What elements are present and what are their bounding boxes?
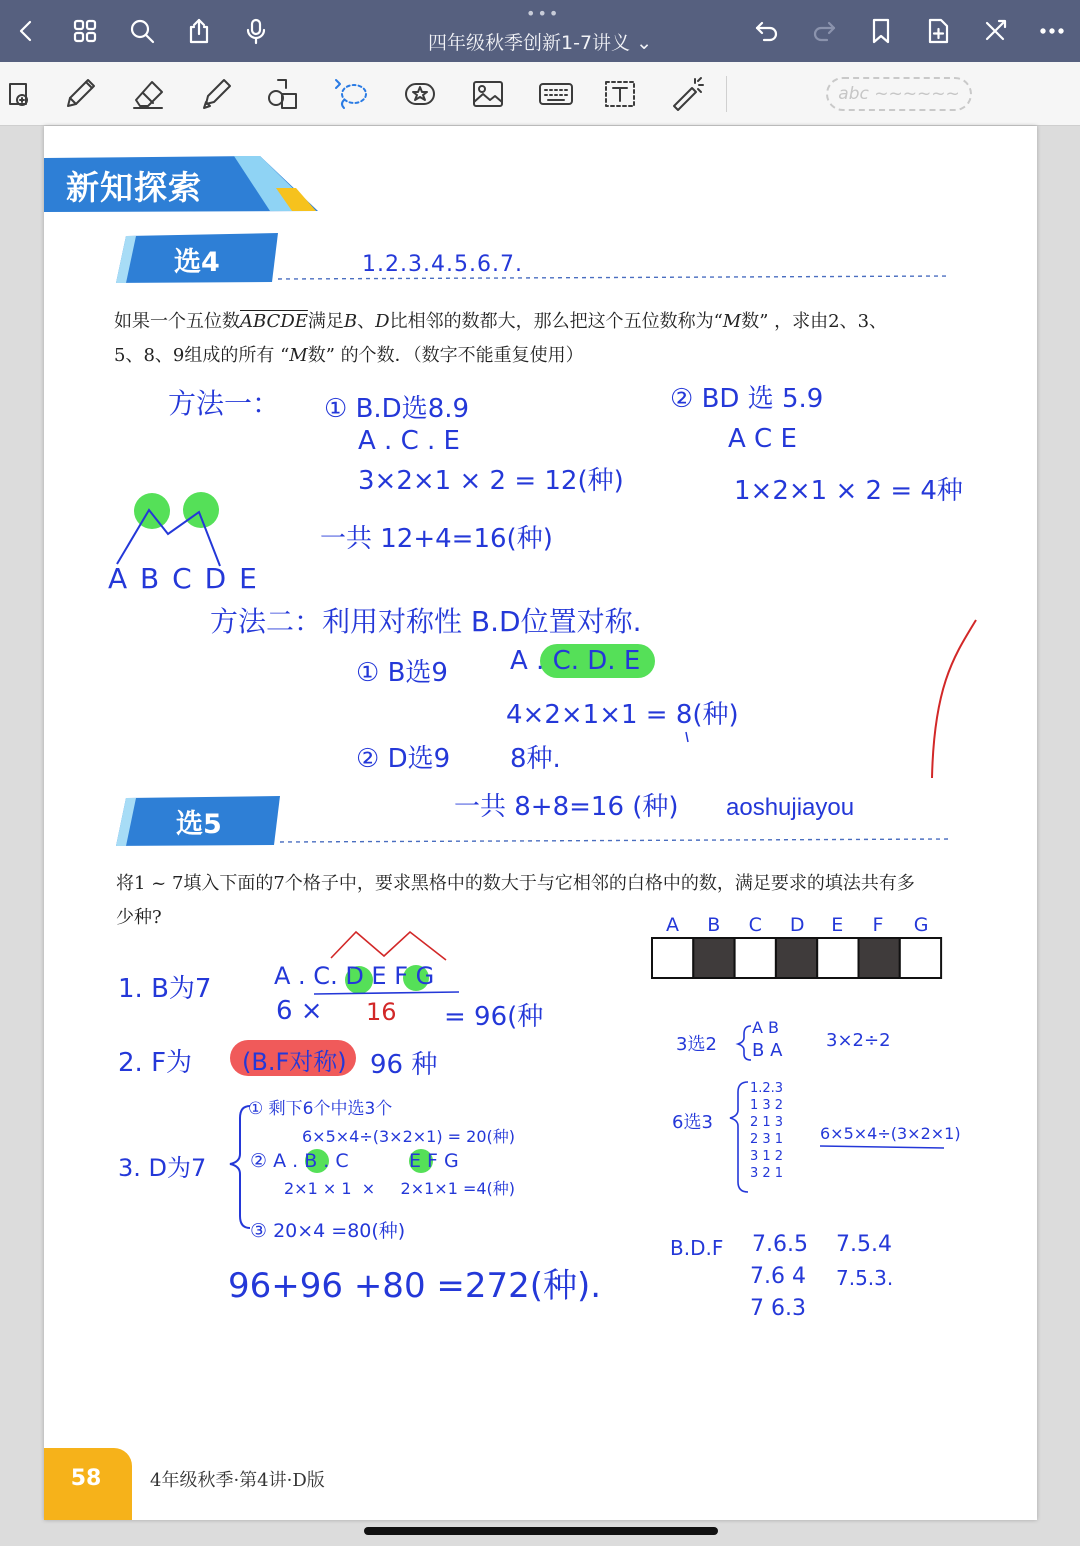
hw-s2-result: 96 种: [370, 1050, 438, 1080]
grid-label-d: D: [789, 914, 805, 936]
hw-r-seq-5: 7 6.3: [750, 1296, 806, 1321]
hw-r-choose2: 3选2: [676, 1034, 717, 1055]
hw-s2-label: 2. F为: [118, 1048, 193, 1078]
hw-total2: 一共 8+8=16 (种): [454, 792, 679, 822]
top-app-bar: [0, 0, 1080, 62]
grid-cell-e: [817, 938, 858, 978]
search-icon[interactable]: [124, 12, 160, 50]
tick-mark: [686, 732, 688, 742]
eraser-icon[interactable]: [126, 72, 170, 116]
hw-abcde: A B C D E: [108, 562, 259, 595]
underline-r-calc2: [820, 1146, 944, 1148]
hw-b9-calc: 4×2×1×1 = 8(种): [506, 700, 739, 730]
hw-r-permutation-list: [750, 1080, 783, 1182]
hw-r-seq-1: 7.6.5: [752, 1232, 808, 1257]
grid-cell-d: [776, 938, 817, 978]
document-page[interactable]: [44, 126, 1037, 1520]
red-peaks: [331, 932, 446, 960]
grid-cell-f: [859, 938, 900, 978]
grid-cell-c: [735, 938, 776, 978]
hw-r-seq-3: 7.6 4: [750, 1264, 806, 1289]
hw-r-seq-2: 7.5.4: [836, 1232, 892, 1257]
q4-text: 、: [357, 311, 376, 332]
underline-step1: [314, 992, 459, 994]
hw-method2: 方法二：利用对称性 B.D位置对称.: [210, 605, 642, 638]
hw-r-ab: A B: [752, 1018, 780, 1037]
text-box-icon[interactable]: [598, 72, 642, 116]
sticker-icon[interactable]: [398, 72, 442, 116]
hw-s3-ii-calc: 2×1 × 1 × 2×1×1 =4(种): [284, 1179, 516, 1198]
q4-var-d: D: [375, 311, 390, 332]
q4-header-note: [362, 252, 523, 277]
hw-s1-label: 1. B为7: [118, 974, 212, 1004]
footer-label: 4年级秋季·第4讲·D版: [150, 1470, 325, 1491]
shapes-icon[interactable]: [262, 72, 306, 116]
grid-label-c: C: [748, 914, 762, 936]
hw-case1-title: ① B.D选8.9: [324, 394, 470, 424]
home-indicator[interactable]: [364, 1527, 718, 1535]
highlighter-icon[interactable]: [194, 72, 238, 116]
hw-r-ba: B A: [752, 1040, 783, 1061]
hw-r-calc2: 6×5×4÷(3×2×1): [820, 1124, 961, 1143]
q5-question-line1: 将1 ~ 7填入下面的7个格子中，要求黑格中的数大于与它相邻的白格中的数，满足要求的填法共有多: [116, 873, 915, 894]
hw-s1-calc-c: = 96(种: [444, 1002, 544, 1032]
brace-step3: [230, 1106, 250, 1228]
hw-s3-iii: ③ 20×4 =80(种): [250, 1220, 406, 1242]
more-icon[interactable]: [1034, 12, 1070, 50]
q5-dotted-rule: [280, 839, 950, 842]
highlight-d-dot: [183, 492, 219, 528]
hw-total1: 一共 12+4=16(种): [320, 524, 553, 554]
bookmark-icon[interactable]: [863, 12, 899, 50]
laser-pointer-icon[interactable]: [664, 72, 708, 116]
signature: aoshujiayou: [726, 794, 855, 821]
q4-question-line1: [114, 306, 887, 338]
hw-r-calc1: 3×2÷2: [826, 1030, 891, 1051]
grid-label-f: F: [872, 914, 884, 936]
hw-s3-i: ① 剩下6个中选3个: [248, 1099, 393, 1119]
toolbar-divider: [726, 76, 727, 112]
hw-b9-letters: A . C. D. E: [510, 646, 641, 676]
back-icon[interactable]: [8, 12, 44, 50]
hw-method1: 方法一：: [168, 387, 281, 420]
hw-s1-calc-b: 16: [366, 998, 397, 1026]
q4-text: 数” ，求由2、3、: [741, 311, 888, 332]
hw-r-seq-4: 7.5.3.: [836, 1266, 894, 1290]
handwriting-conversion-field[interactable]: abc ~~~~~~: [826, 77, 972, 111]
hw-case2-calc: 1×2×1 × 2 = 4种: [734, 476, 963, 506]
share-icon[interactable]: [181, 12, 217, 50]
pen-icon[interactable]: [58, 72, 102, 116]
q4-text: 5、8、9组成的所有 “: [114, 345, 290, 366]
hw-final-answer: 96+96 +80 =272(种).: [228, 1266, 602, 1306]
image-icon[interactable]: [466, 72, 510, 116]
grid-label-g: G: [913, 914, 929, 936]
drag-handle-dots[interactable]: •••: [526, 4, 561, 23]
add-page-icon[interactable]: [920, 12, 956, 50]
hw-s1-letters: A . C. D E F G: [274, 962, 435, 990]
highlight-b-dot: [134, 493, 170, 529]
hw-s2-note: (B.F对称): [242, 1048, 347, 1076]
q4-var-b: B: [343, 311, 358, 332]
hw-case2-title: ② BD 选 5.9: [670, 384, 824, 414]
hw-s1-calc-a: 6 ×: [276, 996, 323, 1026]
document-title[interactable]: 四年级秋季创新1-7讲义 ⌄: [428, 32, 652, 54]
q4-text: 比相邻的数都大，那么把这个五位数称为“: [389, 311, 723, 332]
q4-var-abcde: ABCDE: [240, 311, 308, 332]
hw-s3-ii-letters: ② A . B . C E F G: [250, 1150, 459, 1172]
hw-b9: ① B选9: [356, 658, 448, 688]
hw-r-bdf: B.D.F: [670, 1236, 724, 1260]
q5-question-line2: 少种?: [116, 907, 162, 928]
permutation-item: 1 3 2: [750, 1098, 784, 1113]
zoom-page-icon[interactable]: [0, 72, 40, 116]
q4-text: 数” 的个数．（数字不能重复使用）: [307, 345, 584, 366]
grid-cell-a: [652, 938, 693, 978]
grid-icon[interactable]: [67, 12, 103, 50]
hw-d9: ② D选9: [356, 744, 451, 774]
hw-s3-label: 3. D为7: [118, 1154, 207, 1182]
permutation-item: 2 3 1: [750, 1132, 784, 1147]
grid-cell-g: [900, 938, 941, 978]
q4-text: 如果一个五位数: [114, 311, 240, 332]
q4-text: 满足: [307, 311, 344, 332]
annotation-toolbar: [0, 62, 1080, 126]
page-number: 58: [70, 1466, 102, 1491]
hw-case1-letters: A . C . E: [358, 426, 460, 456]
q4-var-m: M: [289, 345, 308, 366]
hw-case1-calc: 3×2×1 × 2 = 12(种): [358, 466, 624, 496]
q4-question-line2: [114, 340, 584, 372]
brace-3choose2: [738, 1026, 751, 1060]
q4-tag: 选4: [174, 247, 220, 278]
keyboard-icon[interactable]: [534, 72, 578, 116]
permutation-item: 3 2 1: [750, 1166, 784, 1181]
permutation-item: 2 1 3: [750, 1115, 784, 1130]
section-title: 新知探索: [66, 168, 202, 207]
q4-var-m: M: [722, 311, 742, 332]
grid-cell-b: [693, 938, 734, 978]
lasso-icon[interactable]: [330, 72, 374, 116]
q4-header-note-text: 1.2.3.4.5.6.7.: [362, 252, 523, 277]
microphone-icon[interactable]: [238, 12, 274, 50]
hw-r-choose3: 6选3: [672, 1112, 713, 1133]
grid-label-a: A: [666, 914, 679, 936]
grid-label-e: E: [831, 914, 844, 936]
red-margin-stroke: [932, 620, 976, 778]
close-toolbar-icon[interactable]: [977, 12, 1013, 50]
hw-s3-i-calc: 6×5×4÷(3×2×1) = 20(种): [302, 1127, 516, 1146]
q5-grid: [652, 938, 941, 978]
undo-icon[interactable]: [749, 12, 785, 50]
redo-icon[interactable]: [806, 12, 842, 50]
hw-d9-result: 8种.: [510, 744, 561, 774]
q5-tag: 选5: [176, 809, 222, 840]
permutation-item: 1.2.3: [750, 1081, 784, 1096]
grid-label-b: B: [707, 914, 721, 936]
hw-case2-letters: A C E: [728, 424, 797, 454]
permutation-item: 3 1 2: [750, 1149, 784, 1164]
brace-6choose3: [730, 1082, 748, 1192]
